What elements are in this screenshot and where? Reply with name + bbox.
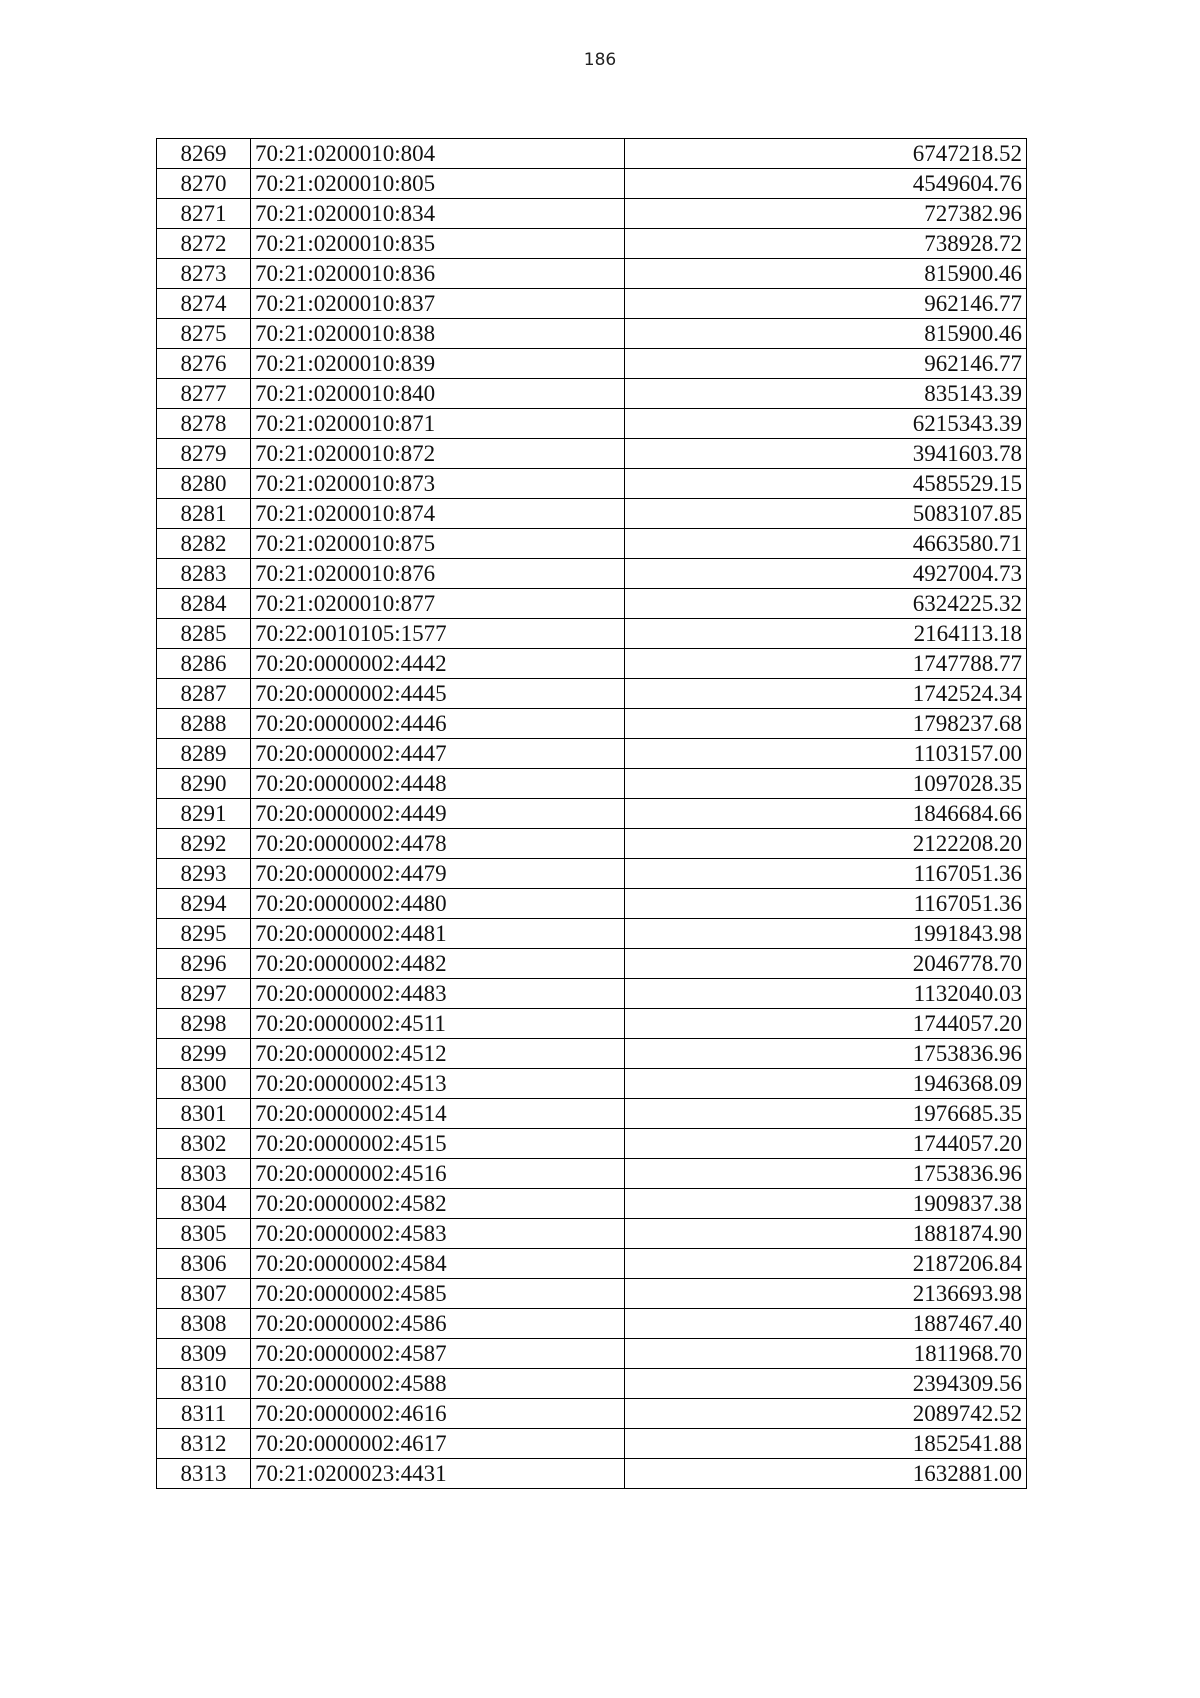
value-cell: 1132040.03: [625, 979, 1027, 1009]
value-cell: 2136693.98: [625, 1279, 1027, 1309]
cadastral-number-cell: 70:20:0000002:4616: [251, 1399, 625, 1429]
value-cell: 4663580.71: [625, 529, 1027, 559]
cadastral-number-cell: 70:20:0000002:4479: [251, 859, 625, 889]
table-row: [157, 529, 1027, 559]
cadastral-number-cell: 70:21:0200010:839: [251, 349, 625, 379]
cadastral-number-cell: 70:20:0000002:4445: [251, 679, 625, 709]
value-cell: 835143.39: [625, 379, 1027, 409]
table-row: [157, 1099, 1027, 1129]
table-row: [157, 1369, 1027, 1399]
table-row: [157, 559, 1027, 589]
table-row: [157, 1459, 1027, 1489]
row-number-cell: 8304: [157, 1189, 251, 1219]
cadastral-number-cell: 70:20:0000002:4585: [251, 1279, 625, 1309]
value-cell: 4927004.73: [625, 559, 1027, 589]
table-row: [157, 589, 1027, 619]
row-number-cell: 8288: [157, 709, 251, 739]
cadastral-number-cell: 70:20:0000002:4512: [251, 1039, 625, 1069]
row-number-cell: 8306: [157, 1249, 251, 1279]
table-row: [157, 1249, 1027, 1279]
cadastral-number-cell: 70:20:0000002:4448: [251, 769, 625, 799]
table-row: [157, 1129, 1027, 1159]
cadastral-number-cell: 70:20:0000002:4516: [251, 1159, 625, 1189]
value-cell: 1753836.96: [625, 1159, 1027, 1189]
table-row: [157, 1039, 1027, 1069]
value-cell: 3941603.78: [625, 439, 1027, 469]
value-cell: 2164113.18: [625, 619, 1027, 649]
cadastral-number-cell: 70:20:0000002:4511: [251, 1009, 625, 1039]
cadastral-number-cell: 70:21:0200010:873: [251, 469, 625, 499]
cadastral-number-cell: 70:21:0200010:836: [251, 259, 625, 289]
cadastral-number-cell: 70:20:0000002:4478: [251, 829, 625, 859]
table-row: [157, 949, 1027, 979]
value-cell: 4549604.76: [625, 169, 1027, 199]
cadastral-number-cell: 70:21:0200010:877: [251, 589, 625, 619]
table-row: [157, 379, 1027, 409]
table-body: [157, 139, 1027, 1489]
table-row: [157, 409, 1027, 439]
cadastral-number-cell: 70:20:0000002:4617: [251, 1429, 625, 1459]
row-number-cell: 8293: [157, 859, 251, 889]
row-number-cell: 8281: [157, 499, 251, 529]
cadastral-number-cell: 70:21:0200010:872: [251, 439, 625, 469]
table-row: [157, 709, 1027, 739]
cadastral-number-cell: 70:20:0000002:4586: [251, 1309, 625, 1339]
cadastral-number-cell: 70:21:0200010:835: [251, 229, 625, 259]
value-cell: 1811968.70: [625, 1339, 1027, 1369]
row-number-cell: 8279: [157, 439, 251, 469]
value-cell: 1887467.40: [625, 1309, 1027, 1339]
cadastral-number-cell: 70:21:0200010:876: [251, 559, 625, 589]
table-row: [157, 499, 1027, 529]
value-cell: 1946368.09: [625, 1069, 1027, 1099]
table-row: [157, 1069, 1027, 1099]
row-number-cell: 8311: [157, 1399, 251, 1429]
value-cell: 1167051.36: [625, 889, 1027, 919]
value-cell: 738928.72: [625, 229, 1027, 259]
cadastral-number-cell: 70:20:0000002:4449: [251, 799, 625, 829]
value-cell: 4585529.15: [625, 469, 1027, 499]
row-number-cell: 8294: [157, 889, 251, 919]
row-number-cell: 8309: [157, 1339, 251, 1369]
row-number-cell: 8278: [157, 409, 251, 439]
table-row: [157, 1159, 1027, 1189]
cadastral-number-cell: 70:20:0000002:4587: [251, 1339, 625, 1369]
row-number-cell: 8290: [157, 769, 251, 799]
cadastral-number-cell: 70:20:0000002:4515: [251, 1129, 625, 1159]
row-number-cell: 8283: [157, 559, 251, 589]
table-row: [157, 349, 1027, 379]
cadastral-number-cell: 70:21:0200010:838: [251, 319, 625, 349]
value-cell: 2089742.52: [625, 1399, 1027, 1429]
row-number-cell: 8291: [157, 799, 251, 829]
cadastral-number-cell: 70:20:0000002:4480: [251, 889, 625, 919]
row-number-cell: 8271: [157, 199, 251, 229]
value-cell: 6215343.39: [625, 409, 1027, 439]
value-cell: 1991843.98: [625, 919, 1027, 949]
table-row: [157, 739, 1027, 769]
value-cell: 962146.77: [625, 349, 1027, 379]
value-cell: 815900.46: [625, 319, 1027, 349]
table-row: [157, 1309, 1027, 1339]
value-cell: 2394309.56: [625, 1369, 1027, 1399]
table-row: [157, 1009, 1027, 1039]
value-cell: 1742524.34: [625, 679, 1027, 709]
cadastral-number-cell: 70:20:0000002:4582: [251, 1189, 625, 1219]
cadastral-number-cell: 70:20:0000002:4583: [251, 1219, 625, 1249]
value-cell: 5083107.85: [625, 499, 1027, 529]
value-cell: 1103157.00: [625, 739, 1027, 769]
row-number-cell: 8295: [157, 919, 251, 949]
row-number-cell: 8308: [157, 1309, 251, 1339]
value-cell: 1747788.77: [625, 649, 1027, 679]
row-number-cell: 8299: [157, 1039, 251, 1069]
page-number: 186: [583, 50, 617, 70]
value-cell: 6324225.32: [625, 589, 1027, 619]
row-number-cell: 8302: [157, 1129, 251, 1159]
value-cell: 1632881.00: [625, 1459, 1027, 1489]
cadastral-number-cell: 70:21:0200010:834: [251, 199, 625, 229]
cadastral-number-cell: 70:21:0200023:4431: [251, 1459, 625, 1489]
cadastral-number-cell: 70:21:0200010:871: [251, 409, 625, 439]
row-number-cell: 8292: [157, 829, 251, 859]
table-row: [157, 1429, 1027, 1459]
cadastral-number-cell: 70:20:0000002:4514: [251, 1099, 625, 1129]
row-number-cell: 8280: [157, 469, 251, 499]
value-cell: 1976685.35: [625, 1099, 1027, 1129]
cadastral-number-cell: 70:21:0200010:875: [251, 529, 625, 559]
value-cell: 962146.77: [625, 289, 1027, 319]
cadastral-number-cell: 70:21:0200010:805: [251, 169, 625, 199]
value-cell: 1744057.20: [625, 1009, 1027, 1039]
row-number-cell: 8289: [157, 739, 251, 769]
table-row: [157, 1189, 1027, 1219]
table-row: [157, 859, 1027, 889]
row-number-cell: 8287: [157, 679, 251, 709]
value-cell: 1881874.90: [625, 1219, 1027, 1249]
value-cell: 2046778.70: [625, 949, 1027, 979]
row-number-cell: 8301: [157, 1099, 251, 1129]
cadastral-number-cell: 70:20:0000002:4513: [251, 1069, 625, 1099]
row-number-cell: 8270: [157, 169, 251, 199]
value-cell: 1744057.20: [625, 1129, 1027, 1159]
table-row: [157, 649, 1027, 679]
row-number-cell: 8275: [157, 319, 251, 349]
value-cell: 1167051.36: [625, 859, 1027, 889]
cadastral-number-cell: 70:20:0000002:4482: [251, 949, 625, 979]
cadastral-number-cell: 70:21:0200010:874: [251, 499, 625, 529]
cadastral-number-cell: 70:20:0000002:4442: [251, 649, 625, 679]
value-cell: 1846684.66: [625, 799, 1027, 829]
row-number-cell: 8307: [157, 1279, 251, 1309]
row-number-cell: 8313: [157, 1459, 251, 1489]
table-row: [157, 1339, 1027, 1369]
value-cell: 1798237.68: [625, 709, 1027, 739]
row-number-cell: 8300: [157, 1069, 251, 1099]
cadastral-number-cell: 70:21:0200010:840: [251, 379, 625, 409]
table-row: [157, 919, 1027, 949]
value-cell: 815900.46: [625, 259, 1027, 289]
row-number-cell: 8277: [157, 379, 251, 409]
row-number-cell: 8297: [157, 979, 251, 1009]
row-number-cell: 8269: [157, 139, 251, 169]
row-number-cell: 8305: [157, 1219, 251, 1249]
row-number-cell: 8296: [157, 949, 251, 979]
cadastral-number-cell: 70:20:0000002:4447: [251, 739, 625, 769]
table-row: [157, 319, 1027, 349]
value-cell: 1097028.35: [625, 769, 1027, 799]
table-row: [157, 769, 1027, 799]
row-number-cell: 8298: [157, 1009, 251, 1039]
table-row: [157, 829, 1027, 859]
value-cell: 2187206.84: [625, 1249, 1027, 1279]
table-row: [157, 439, 1027, 469]
table-row: [157, 619, 1027, 649]
cadastral-number-cell: 70:21:0200010:804: [251, 139, 625, 169]
value-cell: 727382.96: [625, 199, 1027, 229]
table-row: [157, 889, 1027, 919]
cadastral-number-cell: 70:20:0000002:4483: [251, 979, 625, 1009]
row-number-cell: 8312: [157, 1429, 251, 1459]
table-row: [157, 1399, 1027, 1429]
row-number-cell: 8282: [157, 529, 251, 559]
cadastral-value-table: [156, 138, 1027, 1489]
table-row: [157, 1219, 1027, 1249]
value-cell: 1852541.88: [625, 1429, 1027, 1459]
table-row: [157, 199, 1027, 229]
table-row: [157, 469, 1027, 499]
cadastral-number-cell: 70:20:0000002:4584: [251, 1249, 625, 1279]
cadastral-number-cell: 70:21:0200010:837: [251, 289, 625, 319]
row-number-cell: 8284: [157, 589, 251, 619]
cadastral-number-cell: 70:20:0000002:4588: [251, 1369, 625, 1399]
row-number-cell: 8285: [157, 619, 251, 649]
row-number-cell: 8286: [157, 649, 251, 679]
table-row: [157, 679, 1027, 709]
row-number-cell: 8303: [157, 1159, 251, 1189]
table-row: [157, 139, 1027, 169]
value-cell: 1909837.38: [625, 1189, 1027, 1219]
value-cell: 1753836.96: [625, 1039, 1027, 1069]
table-row: [157, 799, 1027, 829]
value-cell: 2122208.20: [625, 829, 1027, 859]
value-cell: 6747218.52: [625, 139, 1027, 169]
cadastral-number-cell: 70:22:0010105:1577: [251, 619, 625, 649]
table-row: [157, 259, 1027, 289]
table-row: [157, 1279, 1027, 1309]
table-row: [157, 289, 1027, 319]
row-number-cell: 8274: [157, 289, 251, 319]
row-number-cell: 8276: [157, 349, 251, 379]
cadastral-number-cell: 70:20:0000002:4481: [251, 919, 625, 949]
row-number-cell: 8310: [157, 1369, 251, 1399]
row-number-cell: 8272: [157, 229, 251, 259]
table-row: [157, 979, 1027, 1009]
table-row: [157, 229, 1027, 259]
row-number-cell: 8273: [157, 259, 251, 289]
table-row: [157, 169, 1027, 199]
cadastral-number-cell: 70:20:0000002:4446: [251, 709, 625, 739]
